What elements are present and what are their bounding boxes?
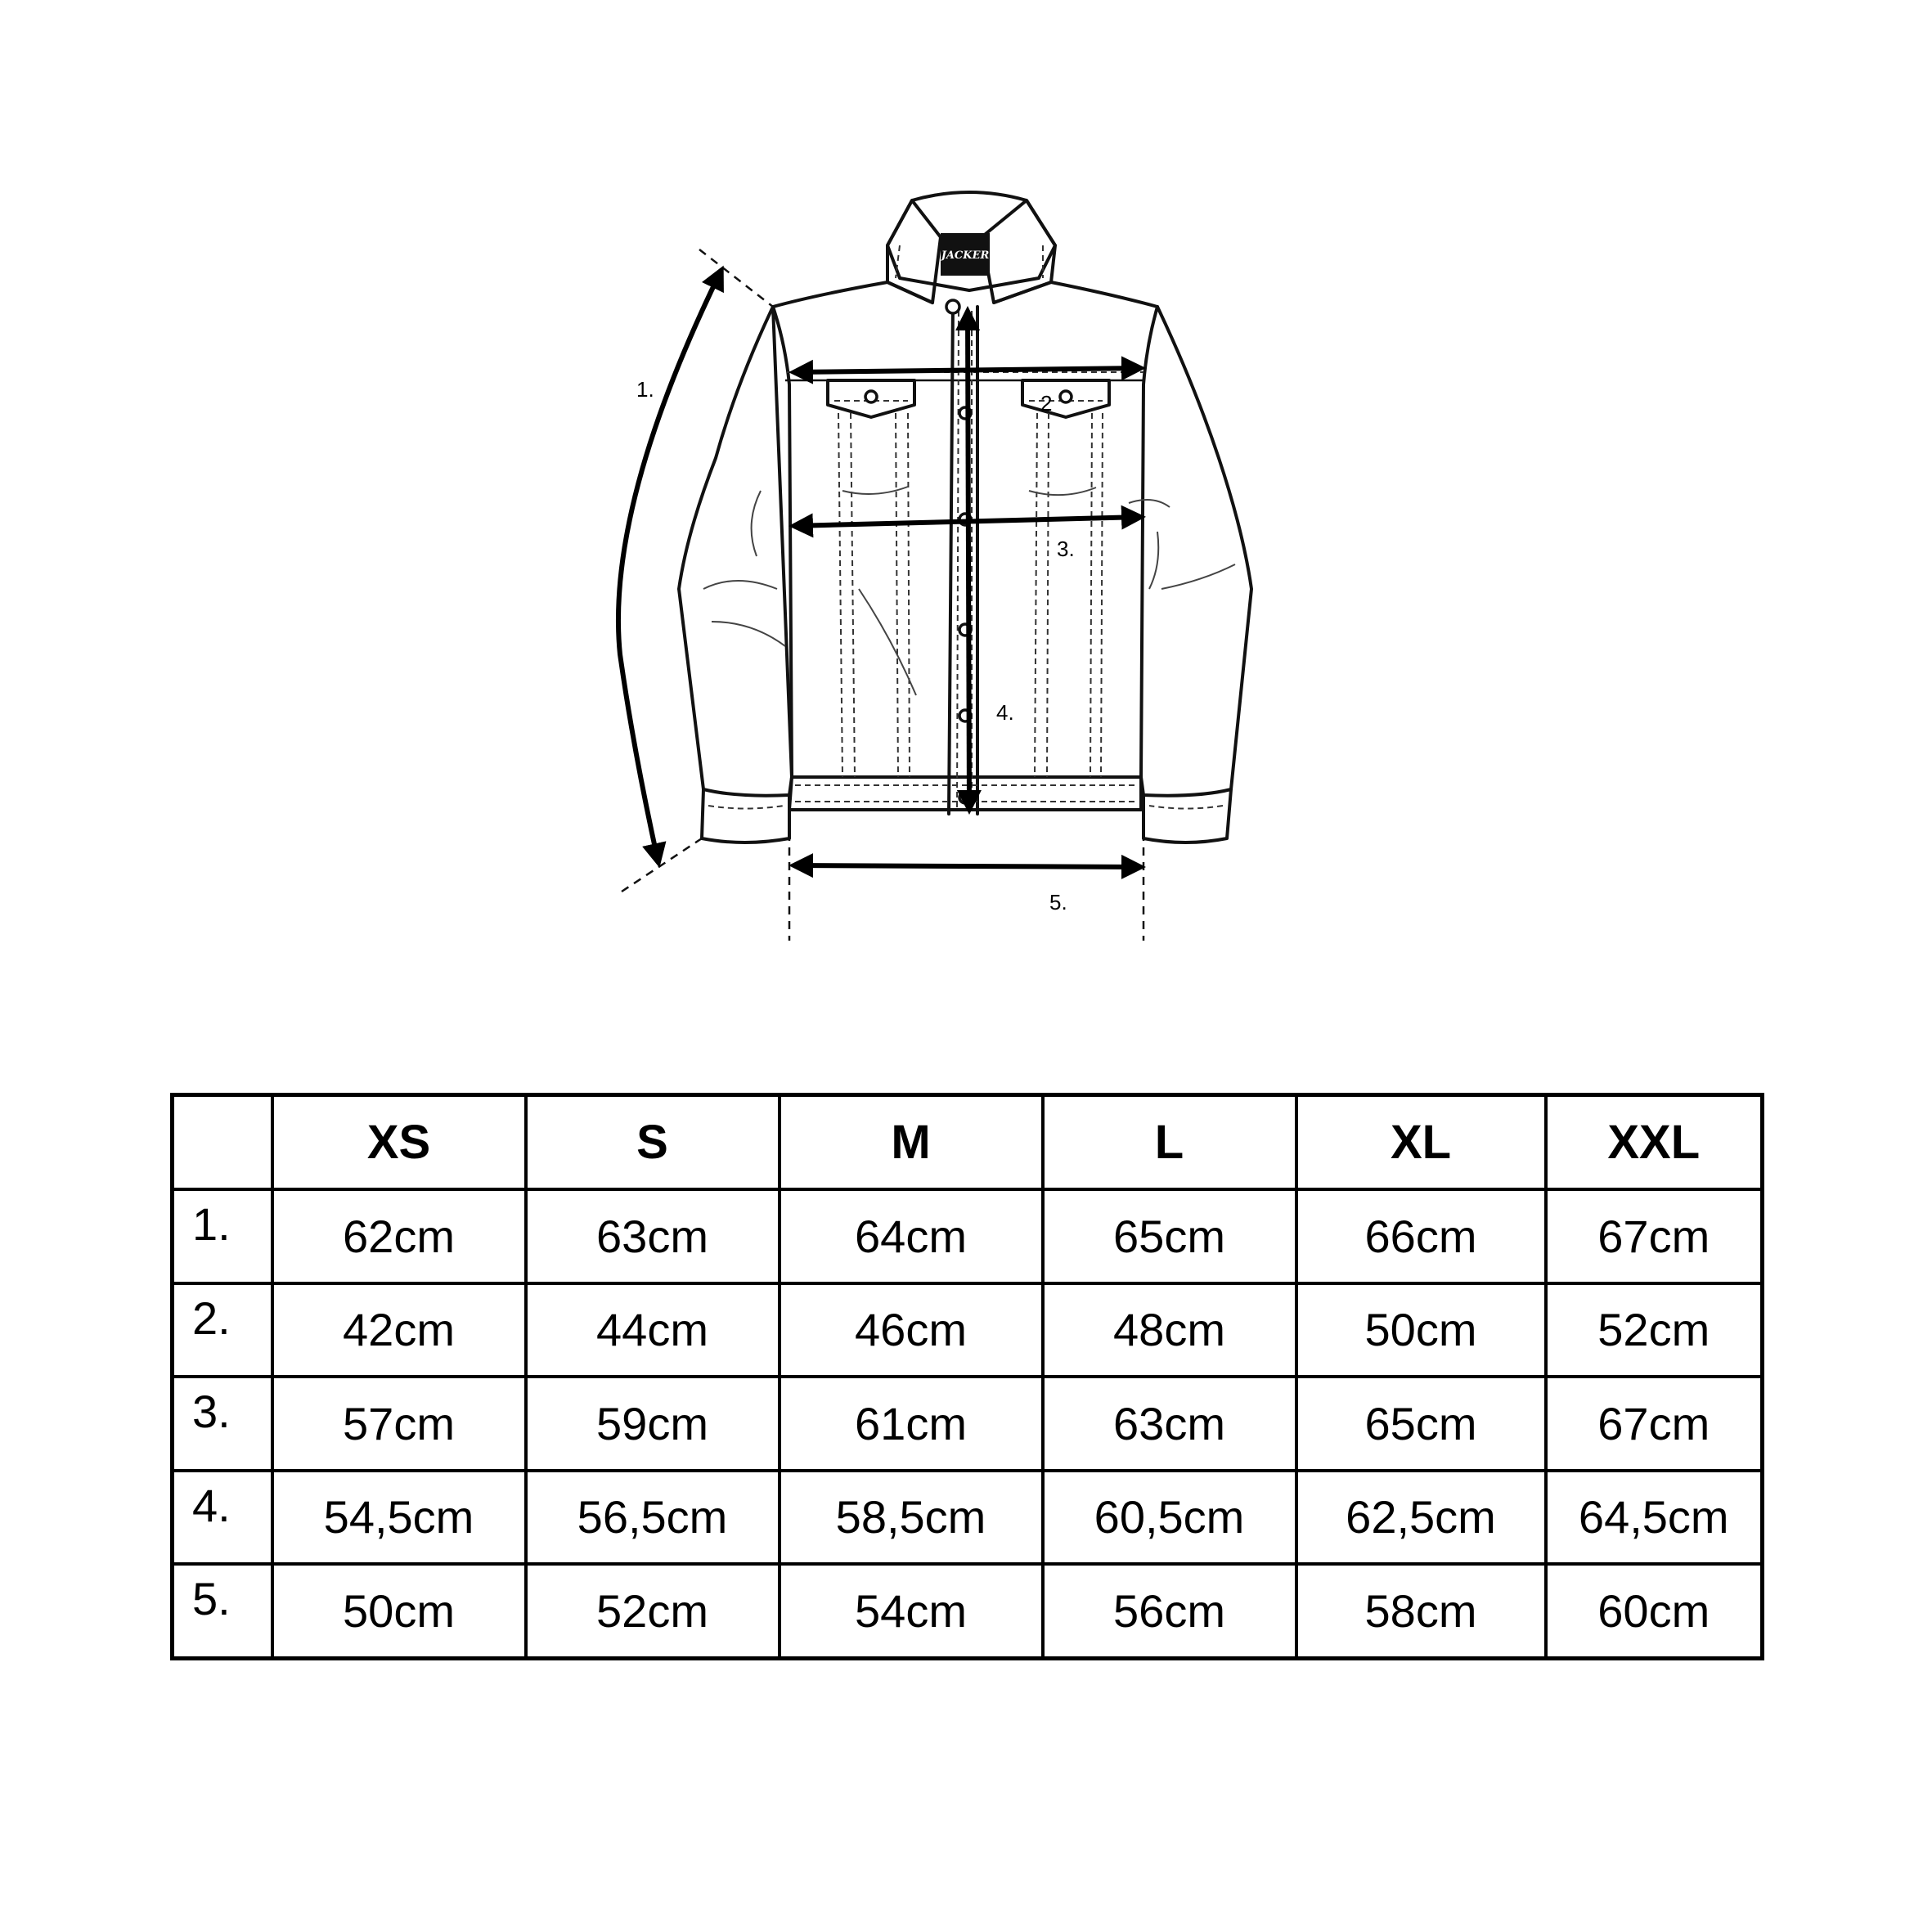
table-cell: 59cm: [526, 1377, 780, 1471]
row-label: 3.: [173, 1377, 272, 1471]
table-cell: 60,5cm: [1043, 1471, 1296, 1565]
size-header-s: S: [526, 1095, 780, 1190]
size-header-xxl: XXL: [1546, 1095, 1763, 1190]
table-cell: 56cm: [1043, 1564, 1296, 1658]
table-cell: 63cm: [1043, 1377, 1296, 1471]
table-cell: 52cm: [1546, 1283, 1763, 1377]
table-cell: 48cm: [1043, 1283, 1296, 1377]
table-cell: 64,5cm: [1546, 1471, 1763, 1565]
measure-label-4: 4.: [996, 700, 1014, 725]
table-cell: 65cm: [1296, 1377, 1546, 1471]
left-pocket-button: [865, 391, 877, 402]
table-row: [173, 1564, 1763, 1658]
brand-tag-text: JACKER: [941, 249, 990, 262]
table-cell: 54cm: [780, 1564, 1043, 1658]
measure-label-5: 5.: [1049, 890, 1067, 914]
collar-right-flap: [982, 200, 1055, 303]
left-cuff: [702, 789, 789, 842]
table-corner-cell: [173, 1095, 272, 1190]
table-row: [173, 1189, 1763, 1283]
table-cell: 66cm: [1296, 1189, 1546, 1283]
row-label: 4.: [173, 1471, 272, 1565]
measure-arrow-4-length: [968, 311, 969, 810]
table-cell: 50cm: [1296, 1283, 1546, 1377]
table-row: [173, 1377, 1763, 1471]
size-header-xl: XL: [1296, 1095, 1546, 1190]
size-header-m: M: [780, 1095, 1043, 1190]
row-label: 1.: [173, 1189, 272, 1283]
table-row: [173, 1283, 1763, 1377]
row-label: 5.: [173, 1564, 272, 1658]
measure-arrow-5-hem: [793, 865, 1141, 867]
table-cell: 52cm: [526, 1564, 780, 1658]
table-cell: 62cm: [272, 1189, 526, 1283]
right-panel-seams: [1035, 413, 1103, 777]
left-panel-seams: [838, 413, 910, 777]
table-cell: 60cm: [1546, 1564, 1763, 1658]
row-label: 2.: [173, 1283, 272, 1377]
table-cell: 54,5cm: [272, 1471, 526, 1565]
table-cell: 63cm: [526, 1189, 780, 1283]
size-header-l: L: [1043, 1095, 1296, 1190]
table-cell: 62,5cm: [1296, 1471, 1546, 1565]
size-chart-table: [170, 1093, 1764, 1660]
table-cell: 42cm: [272, 1283, 526, 1377]
table-row: [173, 1471, 1763, 1565]
table-cell: 50cm: [272, 1564, 526, 1658]
sleeve-guide-bottom: [622, 838, 702, 892]
table-cell: 64cm: [780, 1189, 1043, 1283]
table-cell: 67cm: [1546, 1377, 1763, 1471]
right-pocket-button: [1060, 391, 1072, 402]
table-cell: 44cm: [526, 1283, 780, 1377]
measure-label-3: 3.: [1057, 537, 1075, 561]
measure-label-2: 2: [1040, 391, 1053, 416]
measure-label-1: 1.: [636, 377, 654, 402]
table-cell: 46cm: [780, 1283, 1043, 1377]
collar-button: [946, 300, 959, 313]
table-cell: 56,5cm: [526, 1471, 780, 1565]
table-cell: 57cm: [272, 1377, 526, 1471]
size-header-row: [173, 1095, 1763, 1190]
right-cuff: [1143, 789, 1231, 842]
measure-arrow-1-sleeve: [618, 270, 721, 863]
table-cell: 61cm: [780, 1377, 1043, 1471]
table-cell: 65cm: [1043, 1189, 1296, 1283]
table-cell: 58cm: [1296, 1564, 1546, 1658]
size-header-xs: XS: [272, 1095, 526, 1190]
jacket-body: [773, 282, 1157, 777]
table-cell: 58,5cm: [780, 1471, 1043, 1565]
table-cell: 67cm: [1546, 1189, 1763, 1283]
